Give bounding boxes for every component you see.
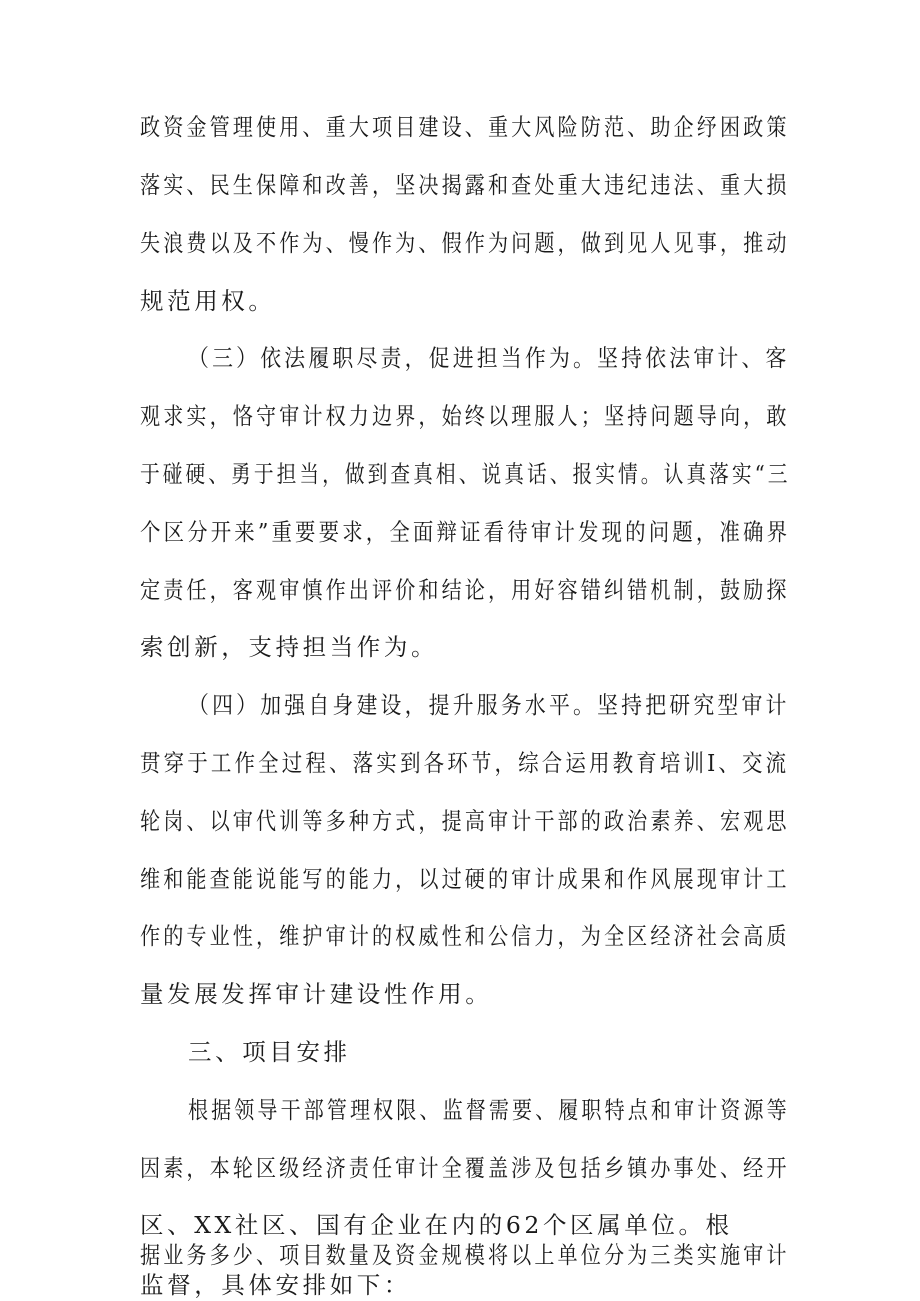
paragraph-line: 监督，具体安排如下： (140, 1271, 411, 1299)
paragraph-line: 区、XX社区、国有企业在内的62个区属单位。根 (140, 1211, 733, 1239)
paragraph-line: 规范用权。 (140, 287, 276, 315)
paragraph-line: 据业务多少、项目数量及资金规模将以上单位分为三类实施审计 (140, 1241, 790, 1269)
paragraph-line: 于碰硬、勇于担当，做到查真相、说真话、报实情。认真落实“三 (140, 460, 791, 488)
paragraph-line: 定责任，客观审慎作出评价和结论，用好容错纠错机制，鼓励探 (140, 576, 790, 604)
paragraph-line: 量发展发挥审计建设性作用。 (140, 980, 493, 1008)
paragraph-line: 个区分开来”重要要求，全面辩证看待审计发现的问题，准确界 (140, 518, 791, 546)
paragraph-line: 政资金管理使用、重大项目建设、重大风险防范、助企纾困政策 (140, 113, 790, 141)
paragraph-line: 索创新，支持担当作为。 (140, 633, 439, 661)
section-title: 三、项目安排 (188, 1038, 351, 1066)
paragraph-line: 观求实，恪守审计权力边界，始终以理服人；坚持问题导向，敢 (140, 402, 790, 430)
section-heading-line: （三）依法履职尽责，促进担当作为。坚持依法审计、客 (188, 344, 790, 372)
paragraph-line: 贯穿于工作全过程、落实到各环节，综合运用教育培训I、交流 (140, 749, 790, 777)
paragraph-line: 作的专业性，维护审计的权威性和公信力，为全区经济社会高质 (140, 922, 790, 950)
paragraph-line: 根据领导干部管理权限、监督需要、履职特点和审计资源等 (188, 1096, 790, 1124)
paragraph-line: 因素，本轮区级经济责任审计全覆盖涉及包括乡镇办事处、经开 (140, 1154, 790, 1182)
paragraph-line: 维和能查能说能写的能力，以过硬的审计成果和作风展现审计工 (140, 865, 790, 893)
paragraph-line: 落实、民生保障和改善，坚决揭露和查处重大违纪违法、重大损 (140, 171, 790, 199)
section-heading-line: （四）加强自身建设，提升服务水平。坚持把研究型审计 (188, 691, 790, 719)
paragraph-line: 轮岗、以审代训等多种方式，提高审计干部的政治素养、宏观思 (140, 807, 790, 835)
paragraph-line: 失浪费以及不作为、慢作为、假作为问题，做到见人见事，推动 (140, 229, 790, 257)
